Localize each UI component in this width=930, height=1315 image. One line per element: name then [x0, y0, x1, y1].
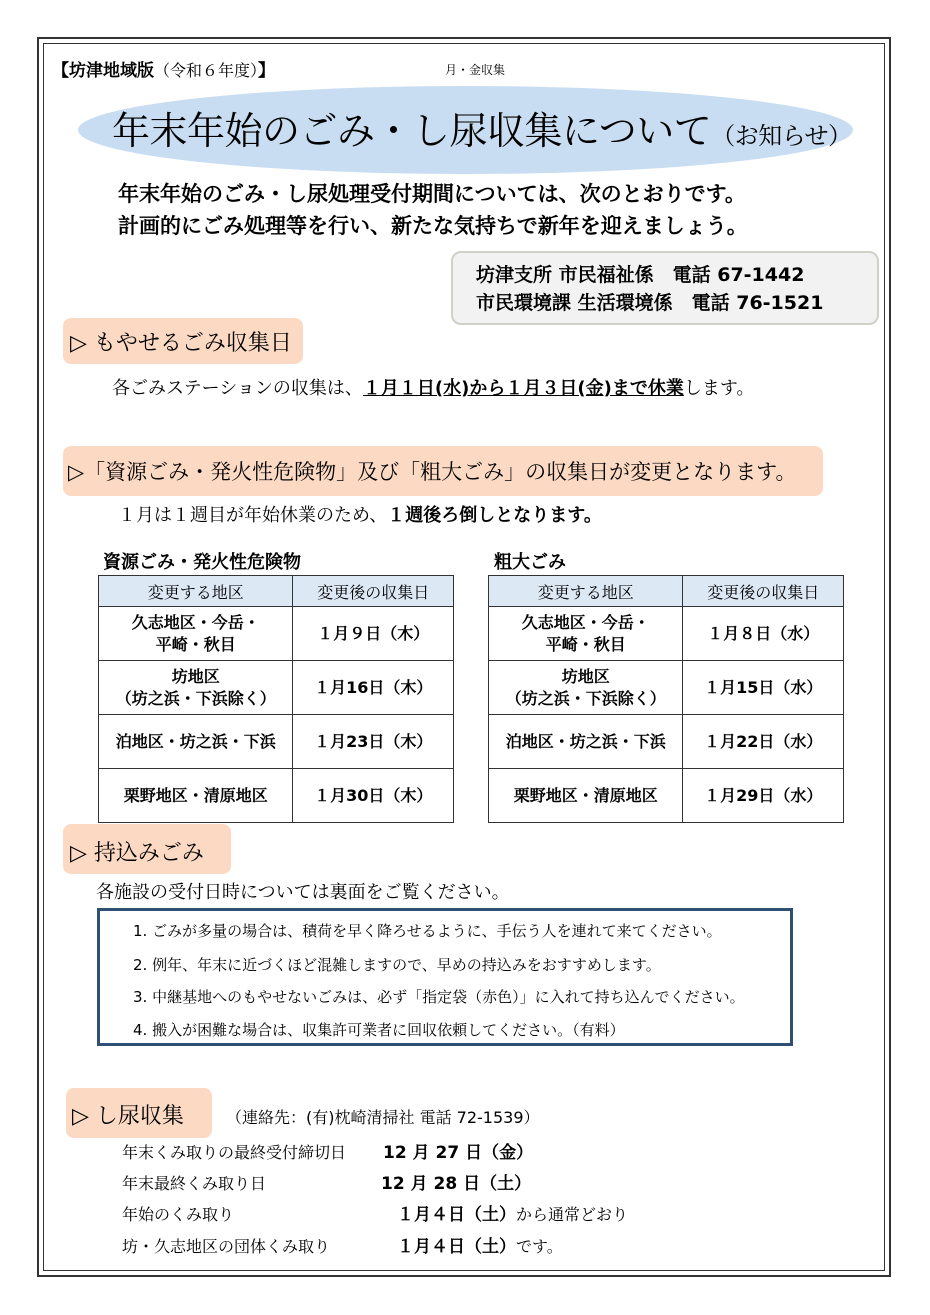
- area-line-2: （坊之浜・下浜除く）: [505, 688, 666, 708]
- night-soil-contact: （連絡先：(有)枕崎清掃社 電話 72-1539）: [226, 1108, 540, 1127]
- column-header: 変更する地区: [489, 576, 683, 607]
- schedule-value: [381, 1169, 531, 1194]
- area-cell: [99, 607, 293, 661]
- area-line-1: 栗野地区・清原地区: [123, 785, 268, 805]
- edition-main: 【坊津地域版: [52, 61, 154, 81]
- date-cell: １月23日（木）: [293, 715, 454, 769]
- schedule-date: 12 月 28 日（土）: [381, 1174, 532, 1194]
- resource-text: [118, 501, 602, 527]
- schedule-value: [383, 1138, 533, 1163]
- table-row: [489, 607, 844, 661]
- resource-text-bold: １週後ろ倒しとなります。: [387, 505, 602, 526]
- schedule-value: [397, 1232, 563, 1257]
- schedule-note: から通常どおり: [516, 1205, 629, 1224]
- left-schedule-table: [98, 575, 454, 823]
- schedule-date: 12 月 27 日（金）: [383, 1143, 534, 1163]
- schedule-date: １月４日（土）: [397, 1237, 516, 1257]
- area-cell: [489, 769, 683, 823]
- column-header: 変更後の収集日: [293, 576, 454, 607]
- table-header-row: [489, 576, 844, 607]
- area-line-1: 坊地区: [561, 666, 610, 686]
- area-line-1: 坊地区: [171, 666, 220, 686]
- area-line-1: 泊地区・坊之浜・下浜: [505, 731, 666, 751]
- area-line-1: 久志地区・今岳・: [521, 612, 650, 632]
- table-row: [489, 769, 844, 823]
- column-header: 変更後の収集日: [683, 576, 844, 607]
- burnable-text-pre: 各ごみステーションの収集は、: [112, 378, 363, 399]
- intro-line-1: 年末年始のごみ・し尿処理受付期間については、次のとおりです。: [118, 182, 746, 206]
- note-item: 1. ごみが多量の場合は、積荷を早く降ろせるように、手伝う人を連れて来てください。: [133, 922, 722, 940]
- area-cell: [489, 715, 683, 769]
- burnable-heading: ▷ もやせるごみ収集日: [70, 331, 292, 356]
- right-table-title: 粗大ごみ: [494, 552, 566, 573]
- schedule-note: です。: [516, 1237, 563, 1256]
- column-header: 変更する地区: [99, 576, 293, 607]
- area-line-2: 平崎・秋目: [545, 634, 626, 654]
- right-schedule-table: [488, 575, 844, 823]
- date-cell: １月30日（木）: [293, 769, 454, 823]
- edition-sub: （令和６年度）: [154, 61, 259, 80]
- contact-line-1: 坊津支所 市民福祉係 電話 67-1442: [476, 264, 805, 286]
- resource-heading: ▷「資源ごみ・発火性危険物」及び「粗大ごみ」の収集日が変更となります。: [68, 460, 797, 484]
- title-main: 年末年始のごみ・し尿収集について: [112, 109, 712, 153]
- contact-line-2: 市民環境課 生活環境係 電話 76-1521: [476, 292, 824, 314]
- table-row: [99, 607, 454, 661]
- schedule-label: 年始のくみ取り: [122, 1205, 235, 1224]
- burnable-text-post: します。: [683, 378, 755, 399]
- burnable-text: [112, 374, 754, 400]
- date-cell: １月22日（水）: [683, 715, 844, 769]
- table-row: [489, 715, 844, 769]
- date-cell: １月29日（水）: [683, 769, 844, 823]
- table-row: [99, 715, 454, 769]
- note-item: 3. 中継基地へのもやせないごみは、必ず「指定袋（赤色）」に入れて持ち込んでください。: [133, 988, 745, 1006]
- resource-text-pre: １月は１週目が年始休業のため、: [118, 505, 388, 526]
- area-line-1: 泊地区・坊之浜・下浜: [115, 731, 276, 751]
- schedule-label: 年末最終くみ取り日: [122, 1174, 267, 1193]
- carry-in-text: 各施設の受付日時については裏面をご覧ください。: [96, 882, 510, 903]
- title-suffix: （お知らせ）: [711, 122, 852, 150]
- collection-days: 月・金収集: [445, 63, 506, 77]
- note-item: 4. 搬入が困難な場合は、収集許可業者に回収依頼してください。（有料）: [133, 1021, 625, 1039]
- area-cell: [99, 769, 293, 823]
- page-title: [112, 100, 852, 155]
- area-cell: [99, 715, 293, 769]
- table-row: [99, 661, 454, 715]
- area-line-2: 平崎・秋目: [155, 634, 236, 654]
- intro-line-2: 計画的にごみ処理等を行い、新たな気持ちで新年を迎えましょう。: [118, 214, 748, 238]
- area-line-1: 栗野地区・清原地区: [513, 785, 658, 805]
- edition-close: 】: [258, 61, 276, 81]
- date-cell: １月８日（水）: [683, 607, 844, 661]
- schedule-value: [397, 1200, 628, 1225]
- schedule-label: 年末くみ取りの最終受付締切日: [122, 1143, 347, 1162]
- area-cell: [489, 607, 683, 661]
- area-cell: [99, 661, 293, 715]
- date-cell: １月15日（水）: [683, 661, 844, 715]
- carry-in-heading: ▷ 持込みごみ: [70, 841, 204, 866]
- note-item: 2. 例年、年末に近づくほど混雑しますので、早めの持込みをおすすめします。: [133, 956, 661, 974]
- area-line-1: 久志地区・今岳・: [131, 612, 260, 632]
- left-table-title: 資源ごみ・発火性危険物: [103, 552, 301, 573]
- area-line-2: （坊之浜・下浜除く）: [115, 688, 276, 708]
- table-row: [489, 661, 844, 715]
- date-cell: １月９日（木）: [293, 607, 454, 661]
- edition-label: [52, 56, 275, 81]
- area-cell: [489, 661, 683, 715]
- night-soil-heading: ▷ し尿収集: [72, 1104, 184, 1129]
- table-header-row: [99, 576, 454, 607]
- schedule-date: １月４日（土）: [397, 1205, 516, 1225]
- date-cell: １月16日（木）: [293, 661, 454, 715]
- burnable-text-bold: １月１日(水)から１月３日(金)まで休業: [362, 378, 684, 399]
- table-row: [99, 769, 454, 823]
- schedule-label: 坊・久志地区の団体くみ取り: [122, 1237, 331, 1256]
